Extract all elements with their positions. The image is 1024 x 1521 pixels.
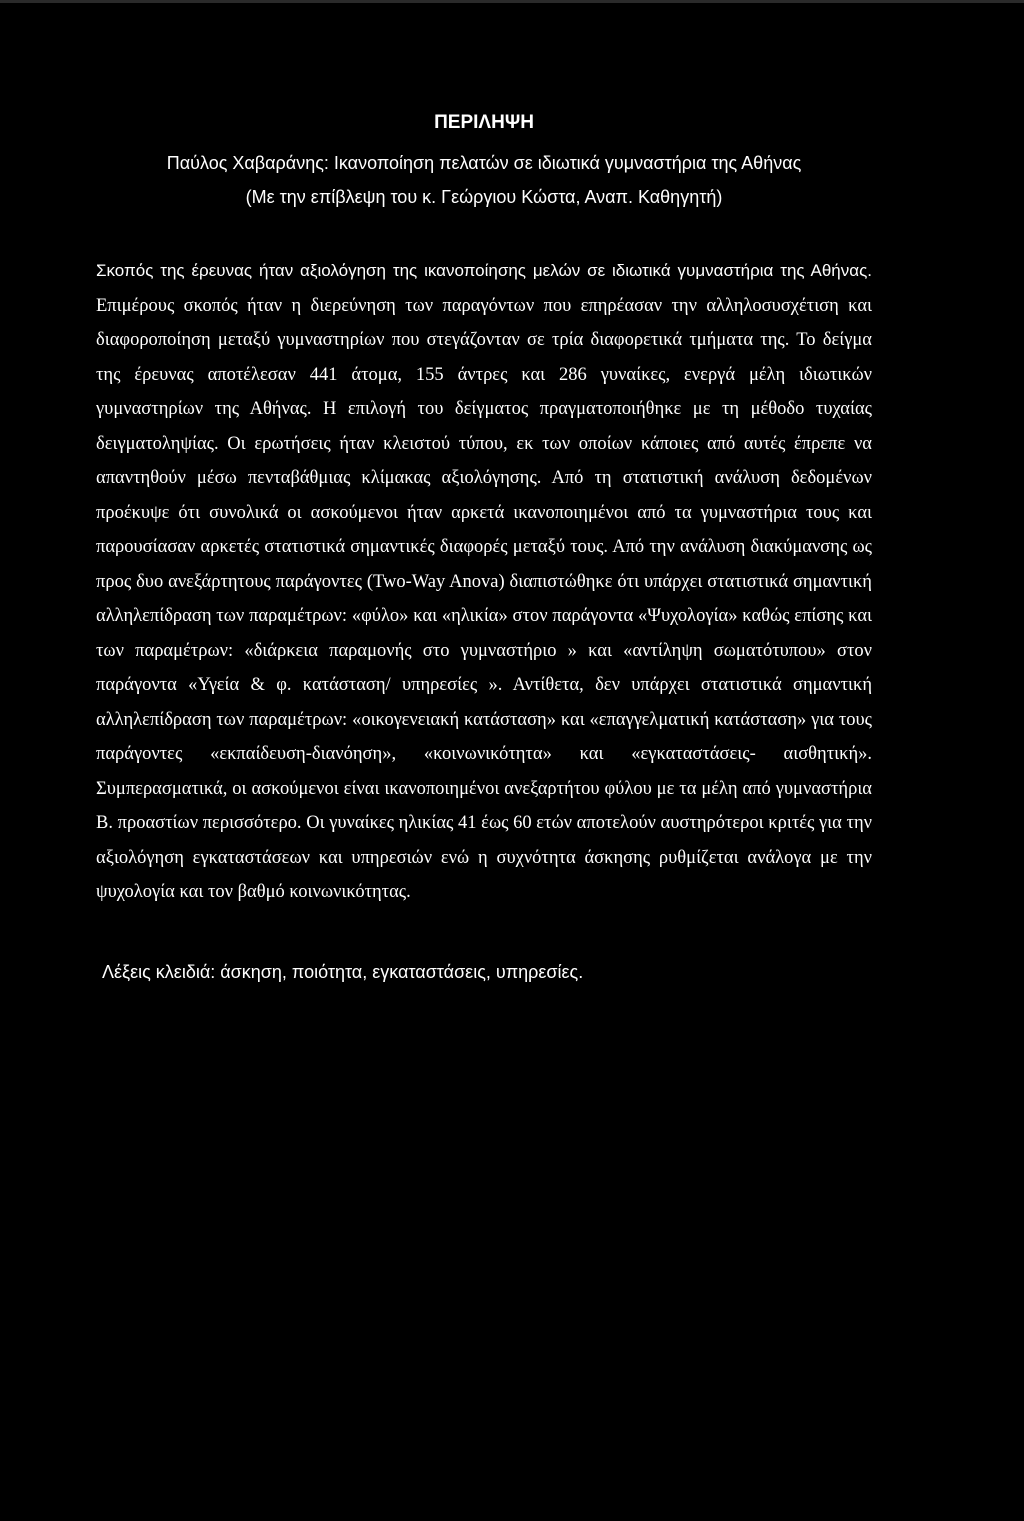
abstract-lead-text: Σκοπός της έρευνας ήταν αξιολόγηση της ικανοποίησης μελών σε ιδιωτικά γυμναστήρια της Αθήνας. bbox=[96, 261, 872, 280]
page-title: ΠΕΡΙΛΗΨΗ bbox=[434, 112, 534, 133]
keywords-line: Λέξεις κλειδιά: άσκηση, ποιότητα, εγκαταστάσεις, υπηρεσίες. bbox=[102, 961, 584, 982]
abstract-body-text: Επιμέρους σκοπός ήταν η διερεύνηση των παραγόντων που επηρέασαν την αλληλοσυσχέτιση και διαφοροποίηση μεταξύ γυμναστηρίων που στεγάζονταν σε τρία διαφορετικά τμήματα της. Το δείγμα της έρευνας αποτέλεσαν 441 άτομα, 155 άντρες και 286 γυναίκες, ενεργά μέλη ιδιωτικών γυμναστηρίων της Αθήνας. Η επιλογή του δείγματος πραγματοποιήθηκε με τη μέθοδο τυχαίας δειγματοληψίας. Οι ερωτήσεις ήταν κλειστού τύπου, εκ των οποίων κάποιες από αυτές έπρεπε να απαντηθούν μέσω πενταβάθμιας κλίμακας αξιολόγησης. Από τη στατιστική ανάλυση δεδομένων προέκυψε ότι συνολικά οι ασκούμενοι ήταν αρκετά ικανοποιημένοι από τα γυμναστήρια τους και παρουσίασαν αρκετές στατιστικά σημαντικές διαφορές μεταξύ τους. Από την ανάλυση διακύμανσης ως προς δυο ανεξάρτητους παράγοντες (Two-Way Anova) διαπιστώθηκε ότι υπάρχει στατιστικά σημαντική αλληλεπίδραση των παραμέτρων: «φύλο» και «ηλικία» στον παράγοντα «Ψυχολογία» καθώς επίσης και των παραμέτρων: «διάρκεια παραμονής στο γυμναστήριο » και «αντίληψη σωματότυπου» στον παράγοντα «Υγεία & φ. κατάσταση/ υπηρεσίες ». Αντίθετα, δεν υπάρχει στατιστικά σημαντική αλληλεπίδραση των παραμέτρων: «οικογενειακή κατάσταση» και «επαγγελματική κατάσταση» για τους παράγοντες «εκπαίδευση-διανόηση», «κοινωνικότητα» και «εγκαταστάσεις- αισθητική». Συμπερασματικά, οι ασκούμενοι είναι ικανοποιημένοι ανεξαρτήτου φύλου με τα μέλη από γυμναστήρια Β. προαστίων περισσότερο. Οι γυναίκες ηλικίας 41 έως 60 ετών αποτελούν αυστηρότεροι κριτές για την αξιολόγηση εγκαταστάσεων και υπηρεσιών ενώ η συχνότητα άσκησης ρυθμίζεται ανάλογα με την ψυχολογία και τον βαθμό κοινωνικότητας. bbox=[96, 295, 872, 902]
document-page bbox=[96, 108, 872, 987]
abstract-paragraph bbox=[96, 254, 872, 910]
supervisor-line: (Με την επίβλεψη του κ. Γεώργιου Κώστα, Αναπ. Καθηγητή) bbox=[245, 187, 723, 207]
top-scan-border bbox=[0, 0, 1024, 3]
author-line: Παύλος Χαβαράνης: Ικανοποίηση πελατών σε ιδιωτικά γυμναστήρια της Αθήνας bbox=[166, 153, 802, 173]
